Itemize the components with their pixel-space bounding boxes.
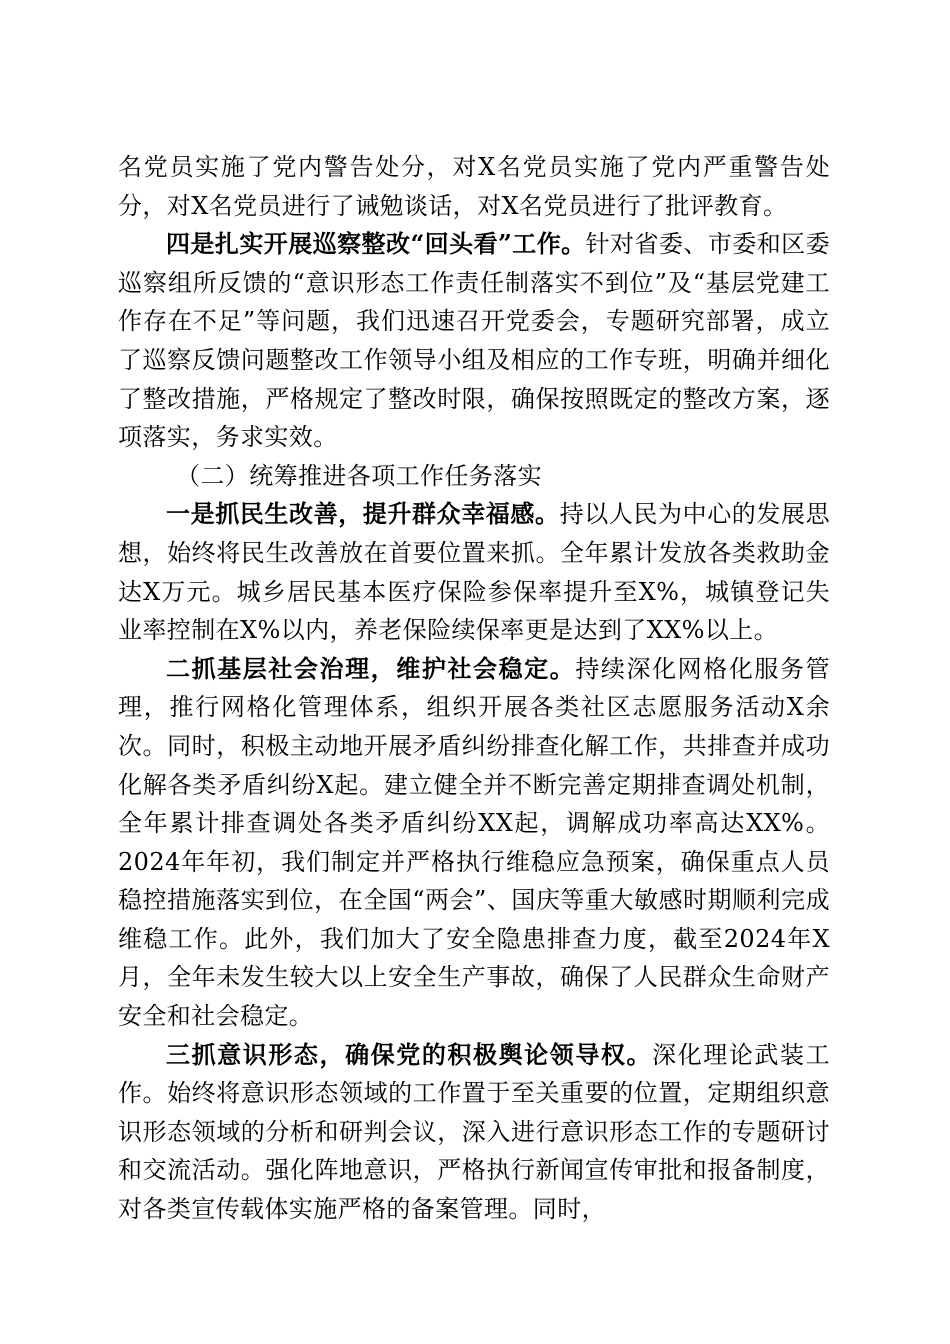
paragraph-lead: 一是抓民生改善，提升群众幸福感。 [166, 499, 560, 529]
paragraph-ideology [118, 1036, 830, 1229]
section-heading [118, 457, 830, 496]
paragraph-text: 深化理论武装工作。始终将意识形态领域的工作置于至关重要的位置，定期组织意识形态领域的分析和研判会议，深入进行意识形态工作的专题研讨和交流活动。强化阵地意识，严格执行新闻宣传审批和报备制度，对各类宣传载体实施严格的备案管理。同时， [118, 1040, 830, 1224]
paragraph-continuation [118, 148, 830, 225]
paragraph-inspection-rectification [118, 225, 830, 457]
paragraph-lead: 四是扎实开展巡察整改“回头看”工作。 [166, 229, 586, 259]
section-heading-text: （二）统筹推进各项工作任务落实 [176, 461, 542, 490]
paragraph-livelihood [118, 495, 830, 649]
paragraph-text: 名党员实施了党内警告处分，对X名党员实施了党内严重警告处分，对X名党员进行了诫勉谈话，对X名党员进行了批评教育。 [118, 153, 830, 220]
paragraph-lead: 三抓意识形态，确保党的积极舆论领导权。 [166, 1039, 653, 1069]
paragraph-text: 持以人民为中心的发展思想，始终将民生改善放在首要位置来抓。全年累计发放各类救助金达X万元。城乡居民基本医疗保险参保率提升至X%，城镇登记失业率控制在X%以内，养老保险续保率更是达到了XX%以上。 [118, 500, 830, 645]
paragraph-text: 持续深化网格化服务管理，推行网格化管理体系，组织开展各类社区志愿服务活动X余次。同时，积极主动地开展矛盾纠纷排查化解工作，共排查并成功化解各类矛盾纠纷X起。建立健全并不断完善定期排查调处机制，全年累计排查调处各类矛盾纠纷XX起，调解成功率高达XX%。2024年年初，我们制定并严格执行维稳应急预案，确保重点人员稳控措施落实到位，在全国“两会”、国庆等重大敏感时期顺利完成维稳工作。此外，我们加大了安全隐患排查力度，截至2024年X月，全年未发生较大以上安全生产事故，确保了人民群众生命财产安全和社会稳定。 [118, 654, 830, 1031]
paragraph-text: 针对省委、市委和区委巡察组所反馈的“意识形态工作责任制落实不到位”及“基层党建工作存在不足”等问题，我们迅速召开党委会，专题研究部署，成立了巡察反馈问题整改工作领导小组及相应的工作专班，明确并细化了整改措施，严格规定了整改时限，确保按照既定的整改方案，逐项落实，务求实效。 [118, 230, 831, 452]
paragraph-lead: 二抓基层社会治理，维护社会稳定。 [166, 653, 576, 683]
paragraph-social-governance [118, 650, 830, 1036]
document-body [118, 148, 830, 1229]
